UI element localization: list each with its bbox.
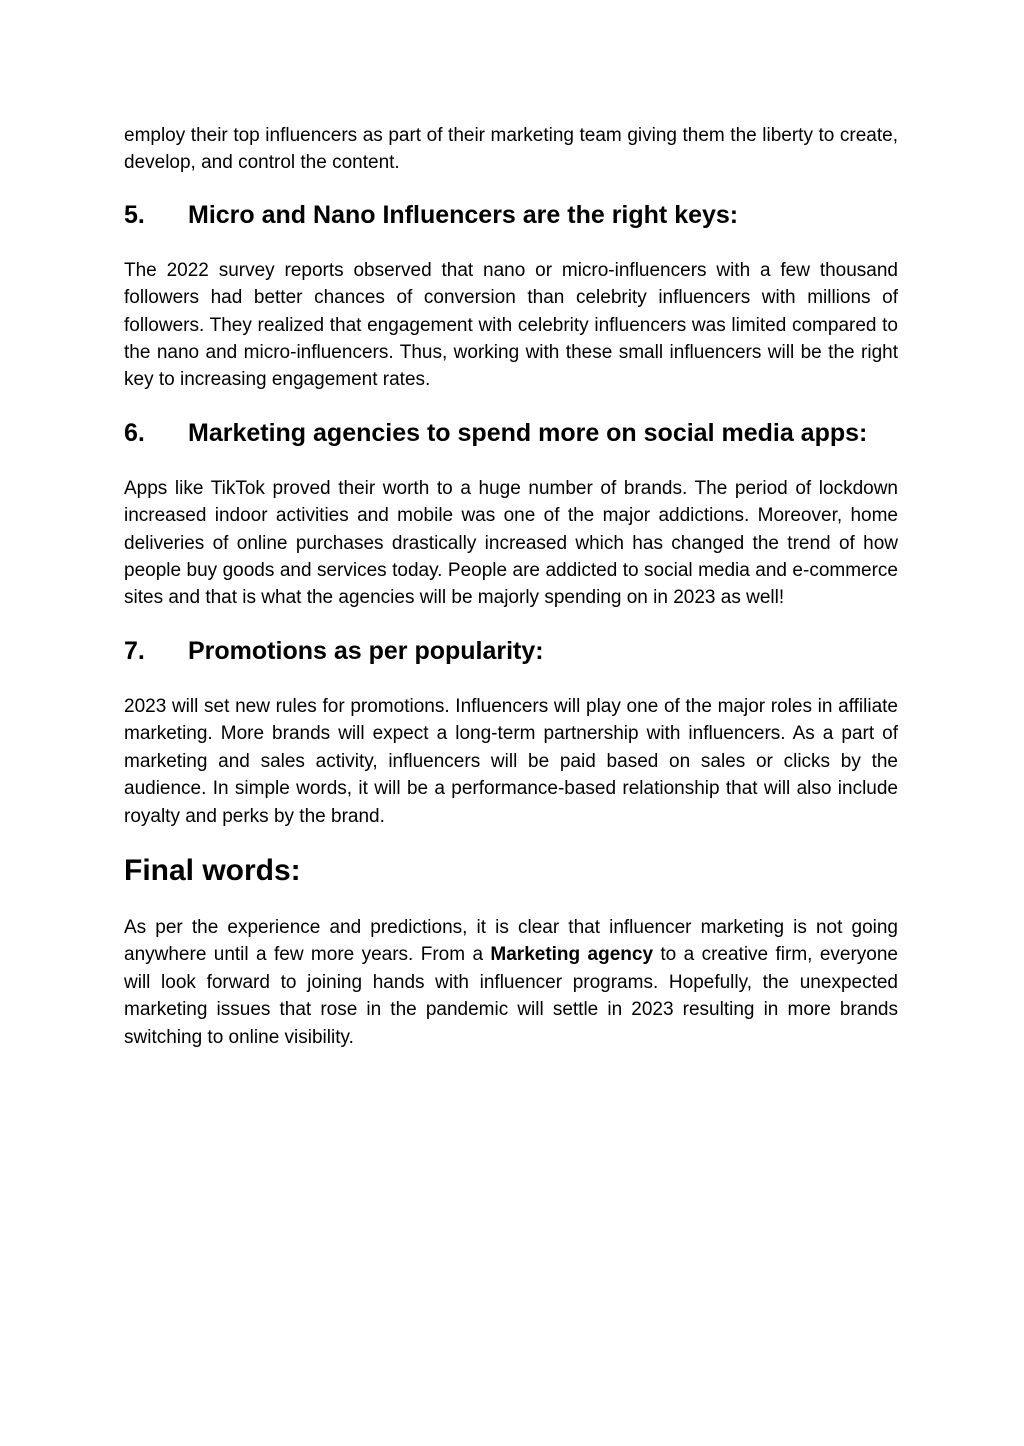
section-paragraph: 2023 will set new rules for promotions. Influencers will play one of the major roles in affiliate marketing. More brands will expect a long-term partnership with influencers. As a part of marketing and sales activity, influencers will be paid based on sales or clicks by the audience. In simple words, it will be a performance-based relationship that will also include royalty and perks by the brand.	[124, 695, 898, 827]
section-title: Marketing agencies to spend more on social media apps:	[188, 418, 868, 447]
final-text-after: to a creative firm, everyone will look forward to joining hands with influencer programs. Hopefully, the unexpected marketing issues that rose in the pandemic will settle in 2023 resulting in more brands switching to online visibility.	[124, 944, 898, 1048]
section-paragraph: The 2022 survey reports observed that nano or micro-influencers with a few thousand followers had better chances of conversion than celebrity influencers with millions of followers. They realized that engagement with celebrity influencers was limited compared to the nano and micro-influencers. Thus, working with these small influencers will be the right key to increasing engagement rates.	[124, 259, 898, 391]
section-title: Promotions as per popularity:	[188, 636, 544, 665]
section-7	[124, 636, 898, 830]
section-heading	[124, 200, 898, 230]
section-6	[124, 418, 898, 612]
section-number: 5.	[124, 200, 145, 229]
final-words-section	[124, 854, 898, 1051]
marketing-agency-bold: Marketing agency	[490, 944, 654, 966]
section-number: 6.	[124, 418, 145, 447]
final-words-heading: Final words:	[124, 853, 301, 887]
section-title: Micro and Nano Influencers are the right keys:	[188, 200, 739, 229]
section-5	[124, 200, 898, 394]
final-text-before: As per the experience and predictions, it is clear that influencer marketing is not going anywhere until a few more years. From a	[124, 916, 898, 966]
section-paragraph: Apps like TikTok proved their worth to a huge number of brands. The period of lockdown increased indoor activities and mobile was one of the major addictions. Moreover, home deliveries of online purchases drastically increased which has changed the trend of how people buy goods and services today. People are addicted to social media and e-commerce sites and that is what the agencies will be majorly spending on in 2023 as well!	[124, 477, 898, 609]
final-words-paragraph	[124, 914, 898, 1051]
section-heading	[124, 636, 898, 666]
section-number: 7.	[124, 636, 145, 665]
section-heading	[124, 418, 898, 448]
intro-paragraph: employ their top influencers as part of their marketing team giving them the liberty to create, develop, and control the content.	[124, 125, 898, 174]
